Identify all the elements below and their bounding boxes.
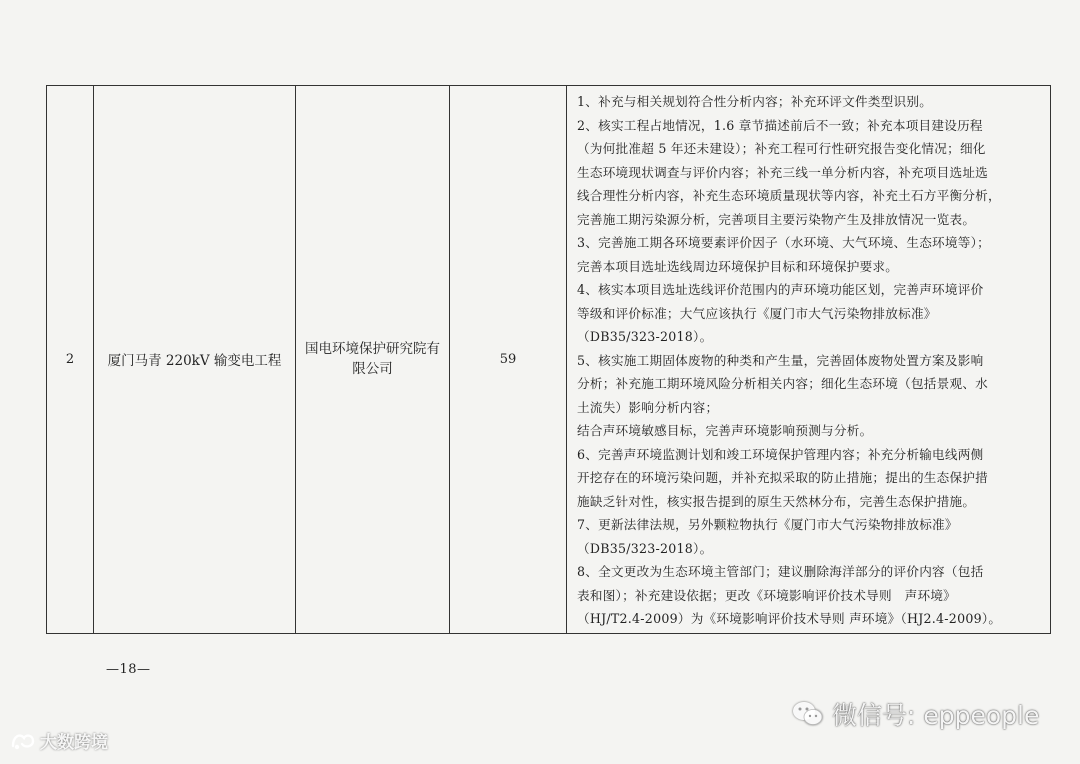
comment-line: 7、更新法律法规，另外颗粒物执行《厦门市大气污染物排放标准》 <box>577 517 958 532</box>
watermark-right <box>792 696 1039 732</box>
score-cell <box>450 86 567 634</box>
comment-line: 3、完善施工期各环境要素评价因子（水环境、大气环境、生态环境等）； <box>577 235 990 250</box>
watermark-left-text: 大数跨境 <box>40 733 108 753</box>
organization-name: 国电环境保护研究院有限公司 <box>305 341 440 378</box>
comment-line: 1、补充与相关规划符合性分析内容；补充环评文件类型识别。 <box>577 94 933 109</box>
page-number: —18— <box>106 662 151 677</box>
comment-line: 生态环境现状调查与评价内容；补充三线一单分析内容，补充项目选址选 <box>577 164 988 180</box>
row-number-cell <box>47 86 94 634</box>
watermark-right-text: 微信号: eppeople <box>832 701 1040 730</box>
comment-line: 结合声环境敏感目标，完善声环境影响预测与分析。 <box>577 423 873 438</box>
table-row <box>47 86 1051 634</box>
comment-line: 2、核实工程占地情况，1.6 章节描述前后不一致；补充本项目建设历程 <box>577 117 983 133</box>
comment-line: 等级和评价标准；大气应该执行《厦门市大气污染物排放标准》 <box>577 305 937 321</box>
comment-line: 6、完善声环境监测计划和竣工环境保护管理内容；补充分析输电线两侧 <box>577 446 984 462</box>
comment-line: 线合理性分析内容，补充生态环境质量现状等内容，补充土石方平衡分析， <box>577 188 1001 203</box>
wechat-icon <box>792 700 824 728</box>
project-name: 厦门马青 220kV 输变电工程 <box>107 353 282 370</box>
brand-logo-icon <box>10 730 36 752</box>
comment-line: 分析；补充施工期环境风险分析相关内容；细化生态环境（包括景观、水 <box>577 376 988 391</box>
comments-cell <box>567 86 1051 634</box>
watermark-left <box>10 728 108 753</box>
comment-line: （DB35/323-2018）。 <box>577 329 713 344</box>
comment-line: 施缺乏针对性，核实报告提到的原生天然林分布，完善生态保护措施。 <box>577 493 976 509</box>
comment-line: 8、全文更改为生态环境主管部门；建议删除海洋部分的评价内容（包括 <box>577 564 984 579</box>
comment-line: （为何批准超 5 年还未建设）；补充工程可行性研究报告变化情况；细化 <box>577 141 986 156</box>
review-table <box>46 85 1051 634</box>
comment-line: （DB35/323-2018）。 <box>577 540 713 556</box>
organization-cell <box>296 86 450 634</box>
comment-line: 5、核实施工期固体废物的种类和产生量，完善固体废物处置方案及影响 <box>577 352 984 368</box>
comment-line: 4、核实本项目选址选线评价范围内的声环境功能区划，完善声环境评价 <box>577 282 984 297</box>
comment-line: 开挖存在的环境污染问题，并补充拟采取的防止措施；提出的生态保护措 <box>577 470 988 485</box>
comments-list <box>577 90 1040 631</box>
comment-line: 完善本项目选址选线周边环境保护目标和环境保护要求。 <box>577 258 899 274</box>
score-value: 59 <box>499 351 517 367</box>
comment-line: 完善施工期污染源分析，完善项目主要污染物产生及排放情况一览表。 <box>577 211 976 227</box>
project-name-cell <box>94 86 296 634</box>
comment-line: 表和图）；补充建设依据；更改《环境影响评价技术导则 声环境》 <box>577 587 957 603</box>
comment-line: （HJ/T2.4-2009）为《环境影响评价技术导则 声环境》（HJ2.4-2009）。 <box>577 611 1002 626</box>
row-number: 2 <box>65 351 75 367</box>
comment-line: 土流失）影响分析内容； <box>577 399 719 415</box>
